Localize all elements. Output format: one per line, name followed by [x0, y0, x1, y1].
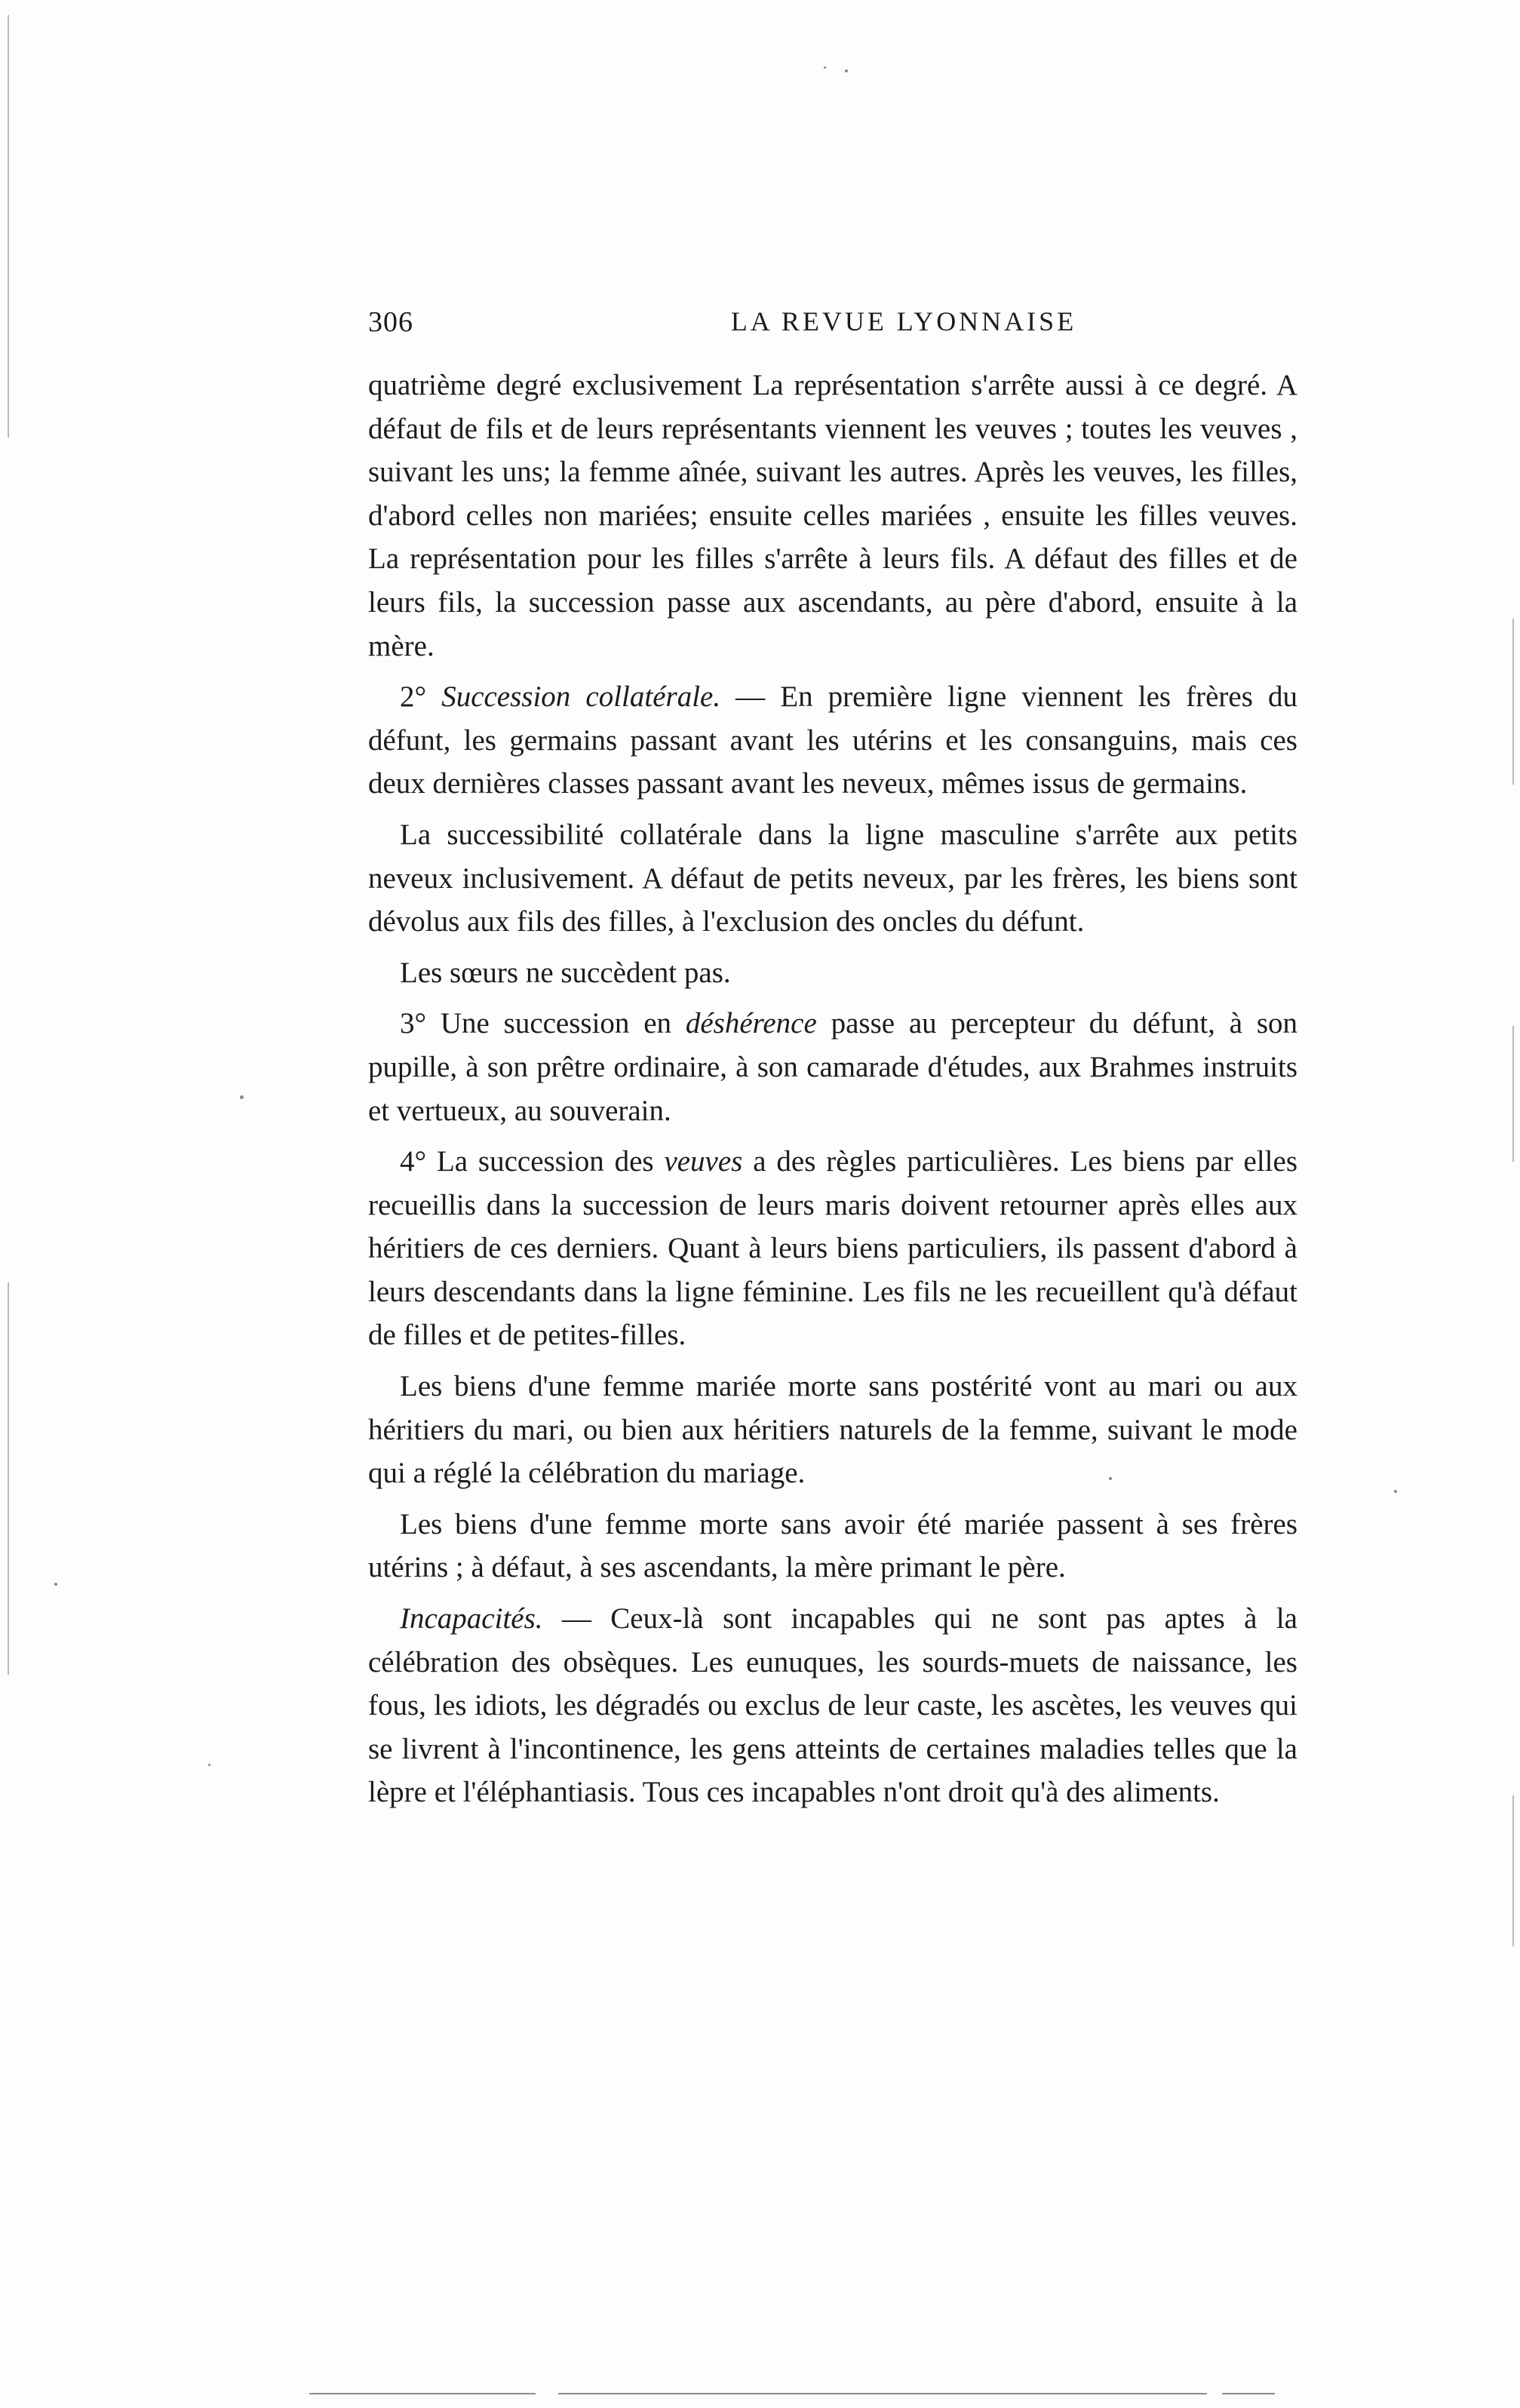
paragraph: quatrième degré exclusivement La représentation s'arrête aussi à ce degré. A défaut de fils et de leurs représentants viennent les veuves ; toutes les veuves , suivant les uns; la femme aînée, suivant les autres. Après les veuves, les filles, d'abord celles non mariées; ensuite celles mariées , ensuite les filles veuves. La représentation pour les filles s'arrête à leurs fils. A défaut des filles et de leurs fils, la succession passe aux ascendants, au père d'abord, ensuite à la mère.: [368, 369, 1297, 662]
section-heading: Succession collatérale.: [441, 680, 721, 714]
scan-bottom-rule: [558, 2393, 1207, 2394]
scan-edge-line: [1512, 1795, 1514, 1946]
paragraph: 2° Succession collatérale. — En première ligne viennent les frères du défunt, les germains passant avant les utérins et les consanguins, mais ces deux dernières classes passant avant les neveux, mêmes issus de germains.: [368, 680, 1297, 800]
scan-speck: [1394, 1490, 1397, 1493]
paragraph: La successibilité collatérale dans la ligne masculine s'arrête aux petits neveux inclusivement. A défaut de petits neveux, par les frères, les biens sont dévolus aux fils des filles, à l'exclusion des oncles du défunt.: [368, 818, 1297, 938]
paragraph: Incapacités. — Ceux-là sont incapables qui ne sont pas aptes à la célébration des obsèques. Les eunuques, les sourds-muets de naissance, les fous, les idiots, les dégradés ou exclus de leur caste, les ascètes, les veuves qui se livrent à l'incontinence, les gens atteints de certaines maladies telles que la lèpre et l'éléphantiasis. Tous ces incapables n'ont droit qu'à des aliments.: [368, 1602, 1297, 1809]
paragraph: 3° Une succession en déshérence passe au percepteur du défunt, à son pupille, à son prêtre ordinaire, à son camarade d'études, aux Brahmes instruits et vertueux, au souverain.: [368, 1007, 1297, 1127]
paragraph: Les sœurs ne succèdent pas.: [400, 956, 731, 989]
scan-bottom-rule: [309, 2393, 536, 2394]
article-body: [368, 364, 1297, 1822]
scan-edge-line: [1512, 619, 1514, 785]
page-number: 306: [368, 306, 413, 338]
scan-bottom-rule: [1222, 2393, 1275, 2394]
running-head: [368, 306, 1296, 351]
scan-edge-line: [8, 1282, 9, 1675]
section-heading: Incapacités.: [400, 1602, 543, 1636]
scan-speck: [845, 69, 848, 72]
scan-speck: [208, 1764, 210, 1766]
scan-edge-line: [1512, 1026, 1514, 1162]
emphasis: veuves: [664, 1145, 743, 1178]
paragraph: 4° La succession des veuves a des règles particulières. Les biens par elles recueillis dans la succession de leurs maris doivent retourner après elles aux héritiers de ces derniers. Quant à leurs biens particuliers, ils passent d'abord à leurs descendants dans la ligne féminine. Les fils ne les recueillent qu'à défaut de filles et de petites-filles.: [368, 1145, 1297, 1352]
emphasis: déshérence: [685, 1007, 817, 1040]
scan-speck: [240, 1095, 244, 1099]
paragraph: Les biens d'une femme mariée morte sans postérité vont au mari ou aux héritiers du mari, ou bien aux héritiers naturels de la femme, suivant le mode qui a réglé la célébration du mariage.: [368, 1370, 1297, 1490]
scan-speck: [54, 1583, 57, 1586]
scan-speck: [824, 66, 826, 69]
journal-title: LA REVUE LYONNAISE: [730, 306, 1077, 336]
scan-edge-line: [8, 15, 9, 438]
paragraph: Les biens d'une femme morte sans avoir été mariée passent à ses frères utérins ; à défaut, à ses ascendants, la mère primant le père.: [368, 1507, 1297, 1584]
